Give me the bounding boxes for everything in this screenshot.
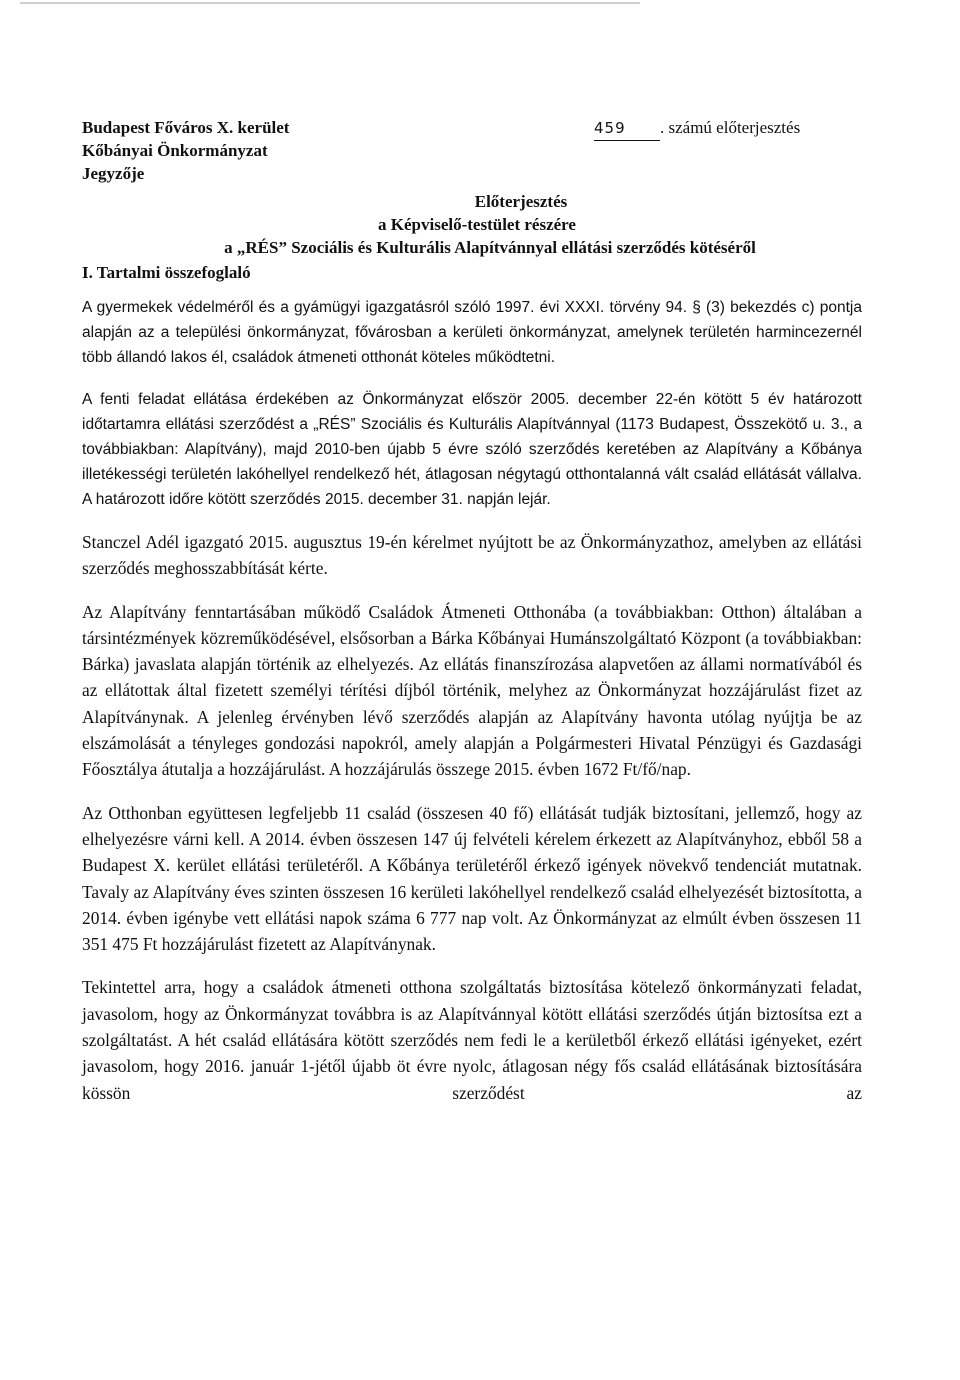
reference-suffix: . számú előterjesztés [660, 118, 801, 137]
scan-artifact-line [20, 2, 640, 4]
issuer-line-3: Jegyzője [82, 164, 145, 183]
section-heading: I. Tartalmi összefoglaló [82, 263, 251, 282]
issuer-line-2: Kőbányai Önkormányzat [82, 141, 268, 160]
document-header [82, 116, 822, 186]
document-body [82, 295, 862, 1123]
paragraph-5: Az Otthonban együttesen legfeljebb 11 család (összesen 40 fő) ellátását tudják biztosítani, jellemző, hogy az elhelyezésre várni kell. A 2014. évben összesen 147 új felvételi kérelem érkezett az Alapítványhoz, ebből 58 a Budapest X. kerület ellátási területéről. A Kőbánya területéről érkező igények növekvő tendenciát mutatnak. Tavaly az Alapítvány éves szinten összesen 16 kerületi lakóhellyel rendelkező család elhelyezését biztosította, a 2014. évben igénybe vett ellátási napok száma 6 777 nap volt. Az Önkormányzat az elmúlt évben összesen 11 351 475 Ft hozzájárulást fizetett az Alapítványnak. [82, 802, 862, 955]
title-line-2: a Képviselő-testület részére [378, 215, 576, 234]
paragraph-1: A gyermekek védelméről és a gyámügyi igazgatásról szóló 1997. évi XXXI. törvény 94. § (3) bekezdés c) pontja alapján az a települési önkormányzat, fővárosban a kerületi önkormányzat, amelynek területén harmincezernél több állandó lakos él, családok átmeneti otthonát köteles működtetni. [82, 299, 862, 366]
issuer-line-1: Budapest Főváros X. kerület [82, 118, 290, 137]
document-title [82, 190, 862, 259]
reference-number [594, 116, 800, 141]
paragraph-4: Az Alapítvány fenntartásában működő Családok Átmeneti Otthonába (a továbbiakban: Otthon) általában a társintézmények közreműködésével, elsősorban a Bárka Kőbányai Humánszolgáltató Központ (a továbbiakban: Bárka) javaslata alapján történik az elhelyezés. Az ellátás finanszírozása alapvetően az állami normatívából és az ellátottak által fizetett személyi térítési díjból történik, melyhez az Önkormányzat hozzájárulást fizet az Alapítványnak. A jelenleg érvényben lévő szerződés alapján az Alapítvány havonta utólag nyújtja be az elszámolását a tényleges gondozási napokról, amely alapján a Polgármesteri Hivatal Pénzügyi és Gazdasági Főosztálya átutalja a hozzájárulást. A hozzájárulás összege 2015. évben 1672 Ft/fő/nap. [82, 601, 862, 780]
title-line-3: a „RÉS” Szociális és Kulturális Alapítvánnyal ellátási szerződés kötéséről [224, 238, 756, 257]
paragraph-6: Tekintettel arra, hogy a családok átmeneti otthona szolgáltatás biztosítása kötelező önkormányzati feladat, javasolom, hogy az Önkormányzat továbbra is az Alapítvánnyal kötött ellátási szerződés útján biztosítsa ezt a szolgáltatást. A hét család ellátására kötött szerződés nem fedi le a kerületből érkező ellátási igényeket, ezért javasolom, hogy 2016. január 1-jétől újabb öt évre nyolc, átlagosan négy fős család ellátásának biztosítására kössön szerződést az [82, 977, 862, 1103]
paragraph-2: A fenti feladat ellátása érdekében az Önkormányzat először 2005. december 22-én kötött 5 év határozott időtartamra ellátási szerződést a „RÉS” Szociális és Kulturális Alapítvánnyal (1173 Budapest, Összekötő u. 3., a továbbiakban: Alapítvány), majd 2010-ben újabb 5 évre szóló szerződés keretében az Alapítvány a Kőbánya illetékességi területén lakóhellyel rendelkező hét, átlagosan négytagú otthontalanná vált család ellátását vállalva. A határozott időre kötött szerződés 2015. december 31. napján lejár. [82, 391, 862, 508]
handwritten-reference: 459 [594, 117, 660, 141]
title-line-1: Előterjesztés [474, 192, 568, 211]
paragraph-3: Stanczel Adél igazgató 2015. augusztus 19-én kérelmet nyújtott be az Önkormányzathoz, amelyben az ellátási szerződés meghosszabbítását kérte. [82, 532, 862, 579]
